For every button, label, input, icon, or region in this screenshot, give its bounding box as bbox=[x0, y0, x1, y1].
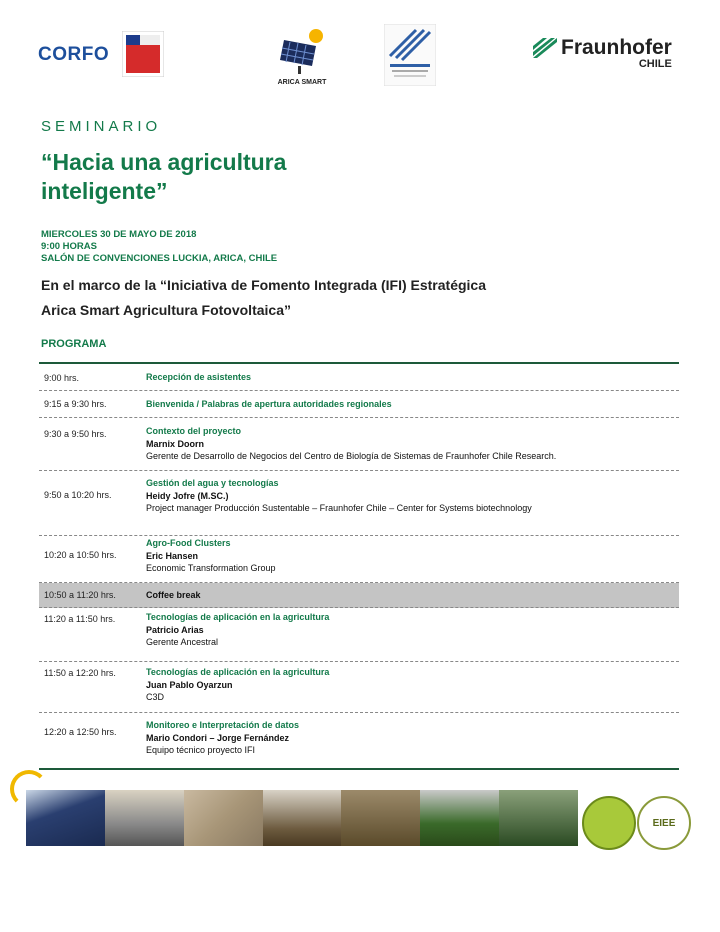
row-title: Gestión del agua y tecnologías bbox=[146, 478, 279, 488]
event-time: 9:00 HORAS bbox=[41, 241, 97, 252]
row-title: Bienvenida / Palabras de apertura autoridades regionales bbox=[146, 399, 392, 409]
row-description: C3D bbox=[146, 692, 165, 702]
row-speaker: Heidy Jofre (M.SC.) bbox=[146, 490, 229, 501]
row-time: 9:15 a 9:30 hrs. bbox=[44, 399, 107, 409]
corfo-logo: CORFO bbox=[38, 44, 110, 65]
fraunhofer-logo bbox=[533, 36, 672, 70]
greenhouse-photo bbox=[263, 790, 342, 846]
row-description: Equipo técnico proyecto IFI bbox=[146, 745, 256, 755]
table-row bbox=[39, 471, 679, 536]
row-title: Tecnologías de aplicación en la agricultura bbox=[146, 612, 330, 622]
weather-station-photo bbox=[105, 790, 184, 846]
row-title: Monitoreo e Interpretación de datos bbox=[146, 720, 300, 730]
row-speaker: Juan Pablo Oyarzun bbox=[146, 679, 233, 690]
eiee-badge-label: EIEE bbox=[652, 817, 676, 829]
logo-bar bbox=[0, 0, 720, 110]
row-speaker: Mario Condori – Jorge Fernández bbox=[146, 732, 290, 743]
fraunhofer-mark-icon bbox=[533, 38, 557, 58]
gobierno-chile-logo bbox=[122, 31, 164, 77]
row-time: 9:30 a 9:50 hrs. bbox=[44, 429, 107, 439]
row-description: Economic Transformation Group bbox=[146, 563, 276, 573]
row-title: Recepción de asistentes bbox=[146, 372, 252, 382]
irrigation-photo bbox=[341, 790, 420, 846]
event-title-line1: “Hacia una agricultura bbox=[41, 149, 287, 175]
codesnor-logo bbox=[384, 24, 436, 86]
row-time: 11:20 a 11:50 hrs. bbox=[44, 614, 116, 624]
fraunhofer-chile: CHILE bbox=[638, 58, 672, 70]
row-title: Coffee break bbox=[146, 590, 201, 600]
table-row bbox=[39, 662, 679, 713]
table-row-coffee bbox=[39, 583, 679, 608]
solar-panels-photo bbox=[26, 790, 105, 846]
table-row bbox=[39, 364, 679, 391]
event-place: SALÓN DE CONVENCIONES LUCKIA, ARICA, CHILE bbox=[41, 253, 278, 264]
vegetables-photo bbox=[499, 790, 578, 846]
row-time: 10:20 a 10:50 hrs. bbox=[44, 550, 117, 560]
program-table bbox=[39, 362, 679, 767]
table-row bbox=[39, 391, 679, 418]
seminario-label: SEMINARIO bbox=[41, 118, 162, 135]
table-row bbox=[39, 418, 679, 471]
arica-smart-logo bbox=[276, 24, 328, 88]
framework-line2: Arica Smart Agricultura Fotovoltaica” bbox=[41, 302, 291, 318]
event-details bbox=[41, 229, 277, 265]
fraunhofer-name: Fraunhofer bbox=[561, 36, 672, 59]
programa-heading: PROGRAMA bbox=[41, 338, 107, 350]
framework-line1: En el marco de la “Iniciativa de Fomento Integrada (IFI) Estratégica bbox=[41, 277, 487, 293]
row-description: Gerente Ancestral bbox=[146, 637, 219, 647]
framework-statement bbox=[41, 273, 486, 323]
row-title: Contexto del proyecto bbox=[146, 426, 242, 436]
photo-strip bbox=[26, 790, 578, 846]
row-title: Agro-Food Clusters bbox=[146, 538, 231, 548]
row-speaker: Marnix Doorn bbox=[146, 438, 205, 449]
row-description: Gerente de Desarrollo de Negocios del Centro de Biología de Sistemas de Fraunhofer Chile Research. bbox=[146, 451, 557, 461]
row-time: 12:20 a 12:50 hrs. bbox=[44, 727, 117, 737]
row-description: Project manager Producción Sustentable – Fraunhofer Chile – Center for Systems biotechnology bbox=[146, 503, 532, 513]
afaa-badge-icon bbox=[582, 796, 636, 850]
row-time: 10:50 a 11:20 hrs. bbox=[44, 590, 116, 600]
eiee-badge bbox=[637, 796, 691, 850]
row-time: 11:50 a 12:20 hrs. bbox=[44, 668, 116, 678]
table-row bbox=[39, 536, 679, 583]
table-row bbox=[39, 713, 679, 767]
event-title-line2: inteligente” bbox=[41, 178, 168, 204]
aerial-map-photo bbox=[184, 790, 263, 846]
row-title: Tecnologías de aplicación en la agricultura bbox=[146, 667, 330, 677]
table-row bbox=[39, 608, 679, 662]
arica-smart-label: ARICA SMART bbox=[277, 79, 327, 86]
event-title bbox=[41, 148, 341, 206]
row-speaker: Patricio Arias bbox=[146, 624, 204, 635]
table-bottom-rule bbox=[39, 768, 679, 770]
row-time: 9:50 a 10:20 hrs. bbox=[44, 490, 112, 500]
row-speaker: Eric Hansen bbox=[146, 550, 199, 561]
crops-photo bbox=[420, 790, 499, 846]
event-date: MIERCOLES 30 DE MAYO DE 2018 bbox=[41, 229, 197, 240]
row-time: 9:00 hrs. bbox=[44, 373, 80, 383]
